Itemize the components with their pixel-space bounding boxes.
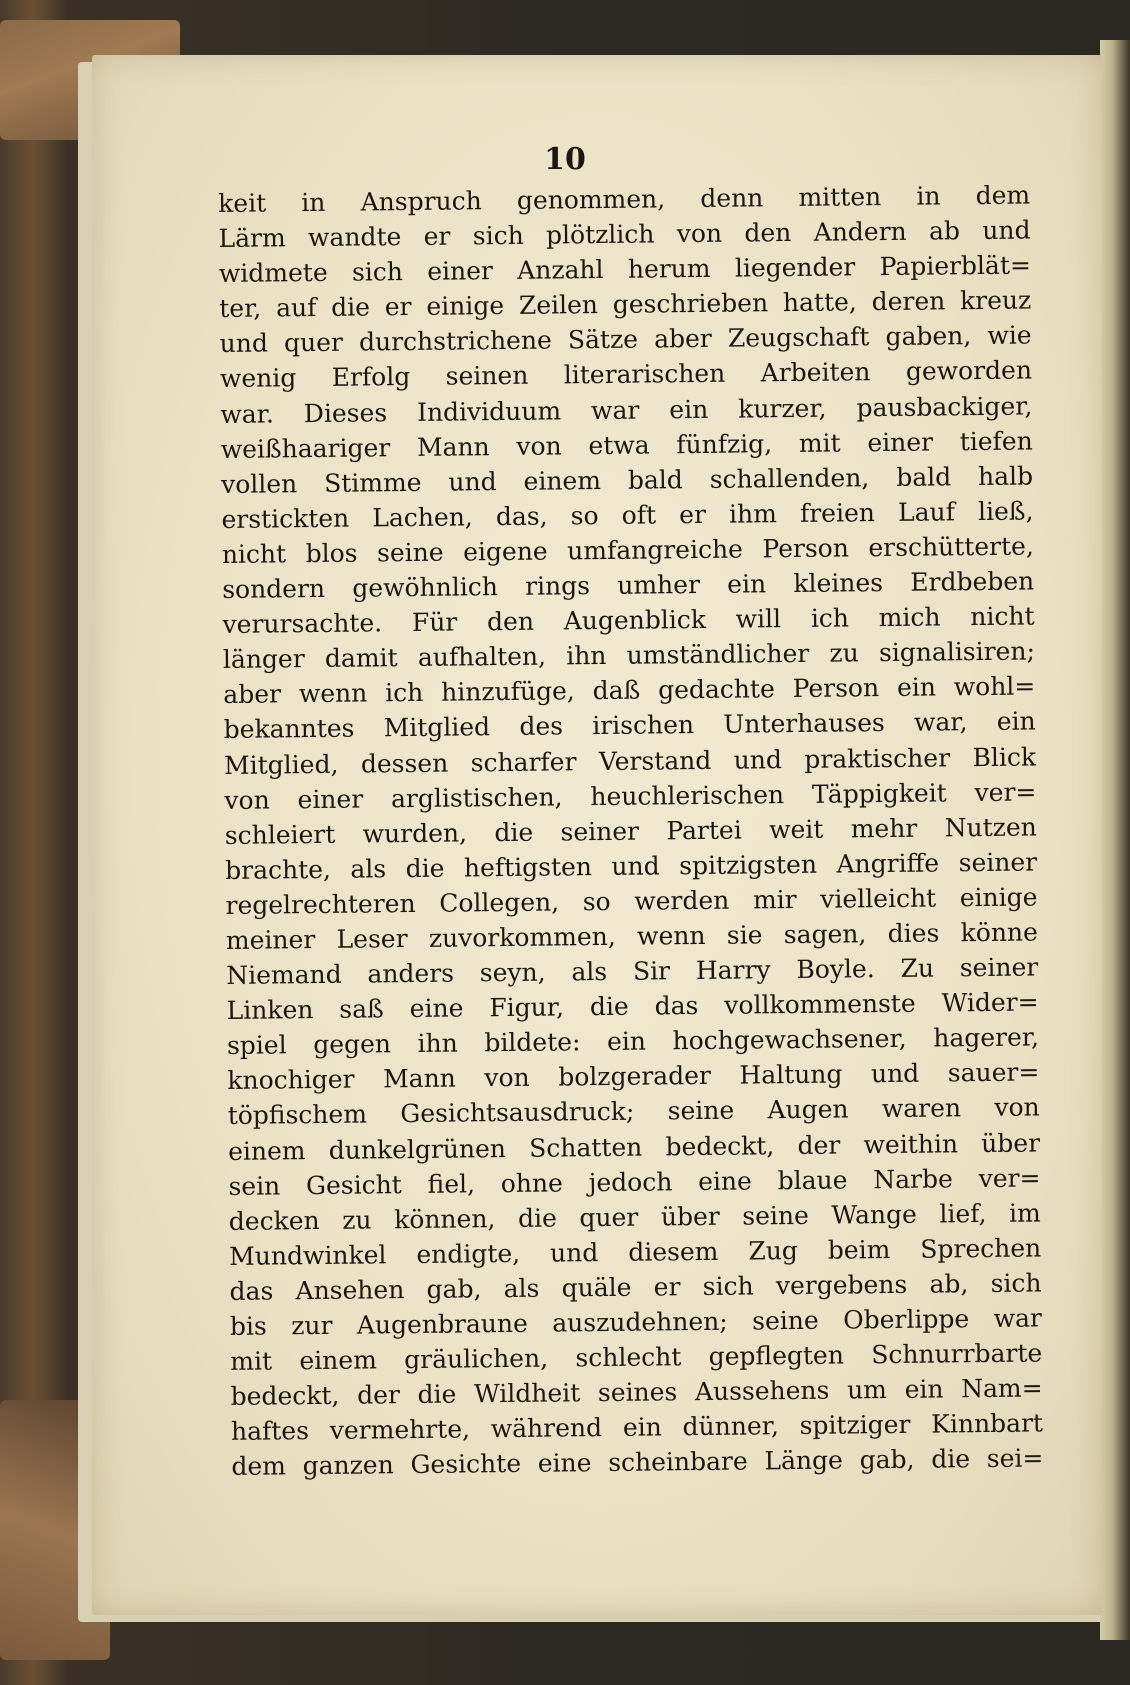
text-line: von einer arglistischen, heuchlerischen Täppigkeit ver= bbox=[224, 777, 1037, 815]
text-line: brachte, als die heftigsten und spitzigsten Angriffe seiner bbox=[225, 847, 1038, 885]
text-line: vollen Stimme und einem bald schallenden, bald halb bbox=[220, 461, 1034, 499]
text-line: meiner Leser zuvorkommen, wenn sie sagen, dies könne bbox=[225, 917, 1039, 955]
text-line: bekanntes Mitglied des irischen Unterhauses war, ein bbox=[223, 706, 1036, 745]
text-line: bis zur Augenbraune auszudehnen; seine Oberlippe war bbox=[229, 1303, 1043, 1341]
text-line: nicht blos seine eigene umfangreiche Person erschütterte, bbox=[221, 531, 1034, 569]
text-line: töpfischem Gesichtsausdruck; seine Augen waren von bbox=[227, 1092, 1040, 1131]
page-number: 10 bbox=[544, 142, 586, 177]
text-line: keit in Anspruch genommen, denn mitten in dem bbox=[218, 180, 1031, 218]
text-line: haftes vermehrte, während ein dünner, spitziger Kinnbart bbox=[230, 1408, 1044, 1447]
text-line: decken zu können, die quer über seine Wange lief, im bbox=[228, 1198, 1041, 1236]
text-line: wenig Erfolg seinen literarischen Arbeiten geworden bbox=[219, 355, 1033, 394]
text-line: Lärm wandte er sich plötzlich von den Andern ab und bbox=[218, 215, 1031, 254]
text-line: das Ansehen gab, als quäle er sich vergebens ab, sich bbox=[229, 1268, 1042, 1306]
text-line: Mundwinkel endigte, und diesem Zug beim Sprechen bbox=[229, 1233, 1042, 1271]
body-text bbox=[218, 177, 1044, 1484]
text-line: regelrechteren Collegen, so werden mir vielleicht einige bbox=[225, 882, 1038, 920]
text-line: widmete sich einer Anzahl herum liegender Papierblät= bbox=[218, 250, 1032, 289]
text-line: aber wenn ich hinzufüge, daß gedachte Person ein wohl= bbox=[223, 671, 1036, 710]
text-line: knochiger Mann von bolzgerader Haltung und sauer= bbox=[227, 1057, 1040, 1096]
facing-page-edge bbox=[1100, 40, 1130, 1640]
text-line: bedeckt, der die Wildheit seines Aussehens um ein Nam= bbox=[230, 1373, 1043, 1412]
text-line: schleiert wurden, die seiner Partei weit mehr Nutzen bbox=[224, 812, 1037, 850]
text-line: Linken saß eine Figur, die das vollkommenste Wider= bbox=[226, 987, 1039, 1026]
text-line: spiel gegen ihn bildete: ein hochgewachsener, hagerer, bbox=[226, 1022, 1040, 1061]
text-line: erstickten Lachen, das, so oft er ihm freien Lauf ließ, bbox=[221, 496, 1034, 534]
text-line: war. Dieses Individuum war ein kurzer, pausbackiger, bbox=[220, 391, 1033, 429]
text-line: dem ganzen Gesichte eine scheinbare Länge gab, die sei= bbox=[231, 1443, 1044, 1482]
text-line: ter, auf die er einige Zeilen geschrieben hatte, deren kreuz bbox=[219, 285, 1032, 324]
text-line: Mitglied, dessen scharfer Verstand und praktischer Blick bbox=[223, 741, 1037, 780]
text-line: sein Gesicht fiel, ohne jedoch eine blaue Narbe ver= bbox=[228, 1163, 1041, 1201]
text-line: Niemand anders seyn, als Sir Harry Boyle. Zu seiner bbox=[226, 952, 1039, 991]
text-line: verursachte. Für den Augenblick will ich mich nicht bbox=[222, 601, 1035, 640]
text-line: mit einem gräulichen, schlecht gepflegten Schnurrbarte bbox=[230, 1338, 1043, 1377]
text-line: und quer durchstrichene Sätze aber Zeugschaft gaben, wie bbox=[219, 320, 1032, 359]
text-line: länger damit aufhalten, ihn umständlicher zu signalisiren; bbox=[222, 636, 1036, 675]
text-line: einem dunkelgrünen Schatten bedeckt, der weithin über bbox=[227, 1127, 1041, 1166]
text-line: weißhaariger Mann von etwa fünfzig, mit einer tiefen bbox=[220, 426, 1033, 464]
text-line: sondern gewöhnlich rings umher ein kleines Erdbeben bbox=[222, 566, 1035, 605]
